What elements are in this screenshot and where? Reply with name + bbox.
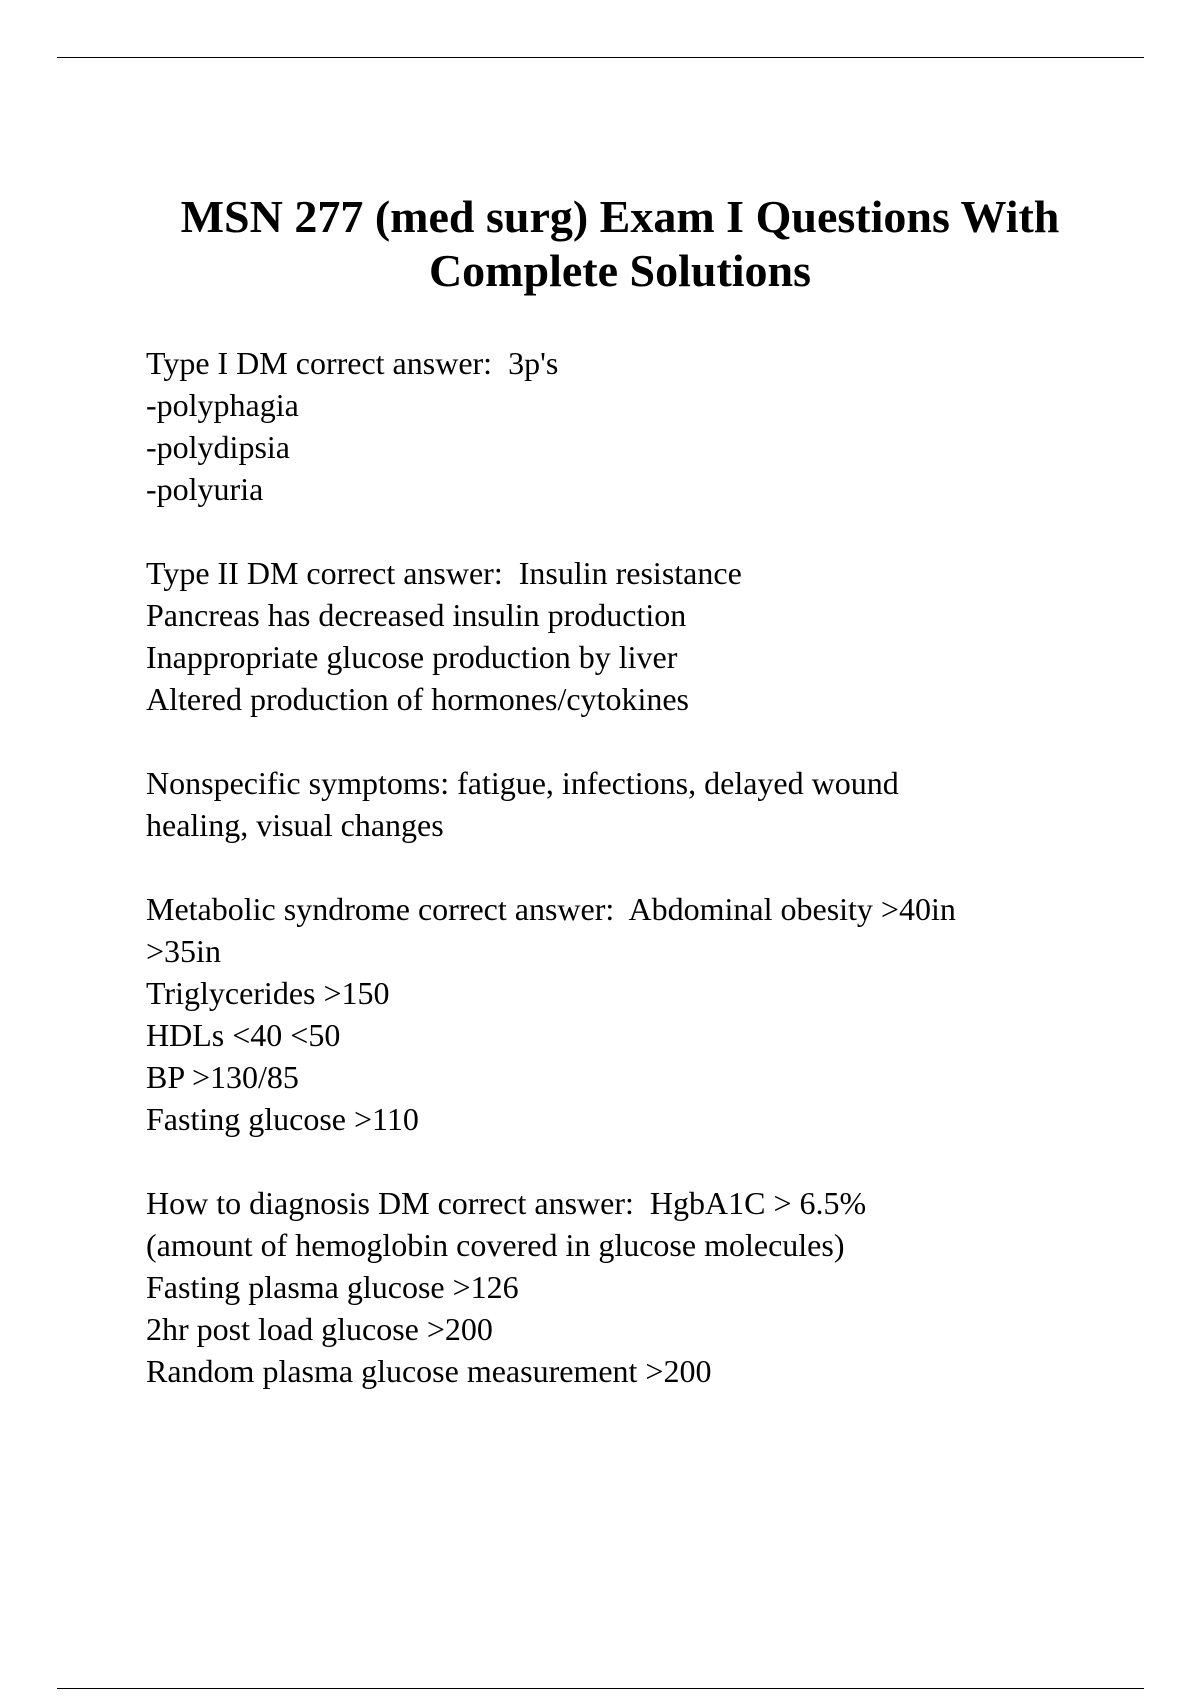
title-line-2: Complete Solutions: [428, 245, 812, 296]
entry-line: Inappropriate glucose production by liver: [146, 639, 678, 675]
entry-type-2-dm: [146, 552, 1146, 720]
entry-metabolic-syndrome: [146, 888, 1146, 1140]
entry-line: Fasting glucose >110: [146, 1101, 419, 1137]
entry-line: 2hr post load glucose >200: [146, 1311, 493, 1347]
entry-line: >35in: [146, 933, 221, 969]
bottom-rule: [57, 1688, 1144, 1689]
entry-line: -polyphagia: [146, 387, 299, 423]
entry-line: Random plasma glucose measurement >200: [146, 1353, 712, 1389]
entry-line: Metabolic syndrome correct answer: Abdominal obesity >40in: [146, 891, 956, 927]
entry-line: Fasting plasma glucose >126: [146, 1269, 519, 1305]
entry-line: Type II DM correct answer: Insulin resistance: [146, 555, 742, 591]
entry-line: Altered production of hormones/cytokines: [146, 681, 689, 717]
entry-line: HDLs <40 <50: [146, 1017, 341, 1053]
entry-line: Pancreas has decreased insulin production: [146, 597, 687, 633]
entry-line: Triglycerides >150: [146, 975, 390, 1011]
entry-type-1-dm: [146, 342, 1146, 510]
entry-diagnosis-dm: [146, 1182, 1146, 1392]
entry-line: -polydipsia: [146, 429, 290, 465]
entry-line: (amount of hemoglobin covered in glucose molecules): [146, 1227, 845, 1263]
entry-line: -polyuria: [146, 471, 264, 507]
title-line-1: MSN 277 (med surg) Exam I Questions With: [180, 191, 1060, 242]
page-title: [80, 190, 1160, 298]
entry-nonspecific-symptoms: [146, 762, 1146, 846]
entry-line: Nonspecific symptoms: fatigue, infections, delayed wound: [146, 765, 899, 801]
entry-line: BP >130/85: [146, 1059, 299, 1095]
entry-line: healing, visual changes: [146, 807, 444, 843]
top-rule: [57, 57, 1144, 58]
entry-line: Type I DM correct answer: 3p's: [146, 345, 559, 381]
entry-line: How to diagnosis DM correct answer: HgbA1C > 6.5%: [146, 1185, 867, 1221]
document-body: [146, 342, 1146, 1434]
